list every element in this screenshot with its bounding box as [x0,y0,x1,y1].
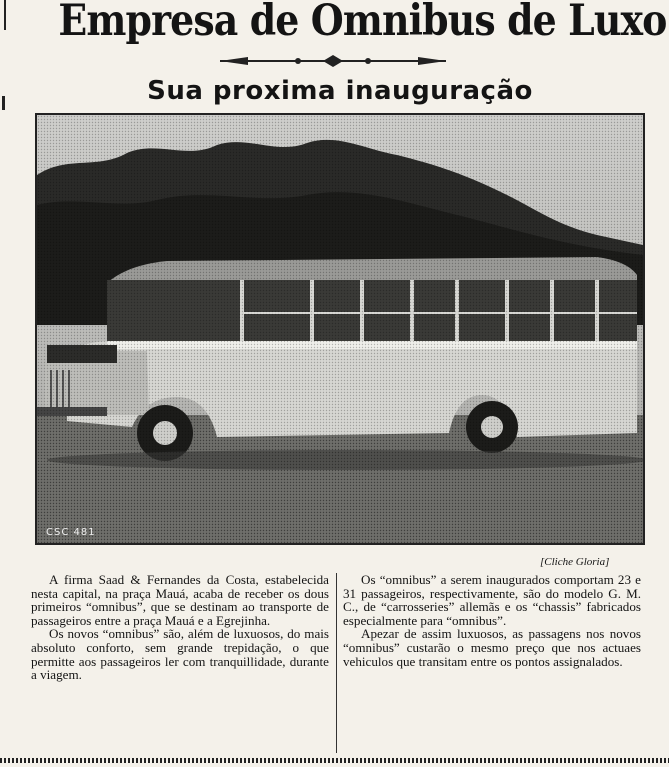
article-paragraph: A firma Saad & Fernandes da Costa, estabelecida nesta capital, na praça Mauá, acaba de receber os dous primeiros “omnibus”, que se destinam ao transporte de passageiros entre a praça Mauá e a Egrejinha. [31,572,329,628]
bus-photo-icon [37,115,643,543]
bottom-rule [0,758,669,763]
article-paragraph: Os “omnibus” a serem inaugurados comportam 23 e 31 passageiros, respectivamente, são do modelo G. M. C., de “carrosseries” allemãs e os “chassis” fabricados especialmente para “omnibus”. [343,572,641,628]
column-rule [4,0,6,30]
article-column-right [343,573,641,668]
column-rule-mark [2,96,5,110]
bus-photo [35,113,645,545]
article-column-left [31,573,329,682]
column-divider [336,573,337,753]
subheadline: Sua proxima inauguração [147,76,533,106]
photo-credit: [Cliche Gloria] [540,556,610,568]
ornament-divider-icon [218,54,448,68]
headline: Empresa de Omnibus de Luxo [58,0,667,46]
photo-code: CSC 481 [46,527,96,538]
article-paragraph: Apezar de assim luxuosos, as passagens nos novos “omnibus” custarão o mesmo preço que nos actuaes vehiculos que transitam entre os pontos assignalados. [343,626,641,669]
article-paragraph: Os novos “omnibus” são, além de luxuosos, do mais absoluto conforto, sem grande trepidação, o que permitte aos passageiros ler com tranquillidade, durante a viagem. [31,626,329,683]
